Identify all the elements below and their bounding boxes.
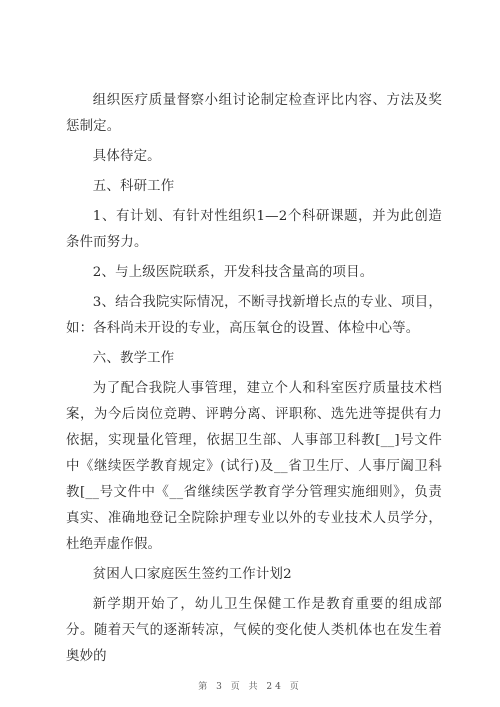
- page-number: 第 3 页 共 24 页: [198, 682, 302, 692]
- paragraph-inspection: 组织医疗质量督察小组讨论制定检查评比内容、方法及奖惩制定。: [66, 93, 442, 134]
- plan-title: 贫困人口家庭医生签约工作计划2: [92, 567, 292, 582]
- paragraph-new-term: 新学期开始了，幼儿卫生保健工作是教育重要的组成部分。随着天气的逐渐转凉，气候的变化使人类机体也在发生着奥妙的: [66, 597, 442, 664]
- paragraph-teaching: 为了配合我院人事管理，建立个人和科室医疗质量技术档案，为今后岗位竞聘、评聘分离、评职称、选先进等提供有力依据，实现量化管理，依据卫生部、人事部卫科教[__]号文件中《继续医学教育规定》(试行)及__省卫生厅、人事厅阖卫科教[__号文件中《__省继续医学教育学分管理实施细则》，负责真实、准确地登记全院除护理专业以外的专业技术人员学分，杜绝弄虚作假。: [66, 381, 442, 552]
- paragraph-research-2: 2、与上级医院联系，开发科技含量高的项目。: [92, 265, 374, 280]
- paragraph-research-1: 1、有计划、有针对性组织1—2个科研课题，并为此创造条件而努力。: [66, 209, 442, 250]
- section-heading-teaching: 六、教学工作: [92, 351, 175, 366]
- section-heading-research: 五、科研工作: [92, 179, 175, 194]
- paragraph-research-3: 3、结合我院实际情况，不断寻找新增长点的专业、项目，如：各科尚未开设的专业，高压氧仓的设置、体检中心等。: [66, 295, 442, 336]
- document-body: [66, 88, 442, 674]
- paragraph-tbd: 具体待定。: [92, 149, 161, 164]
